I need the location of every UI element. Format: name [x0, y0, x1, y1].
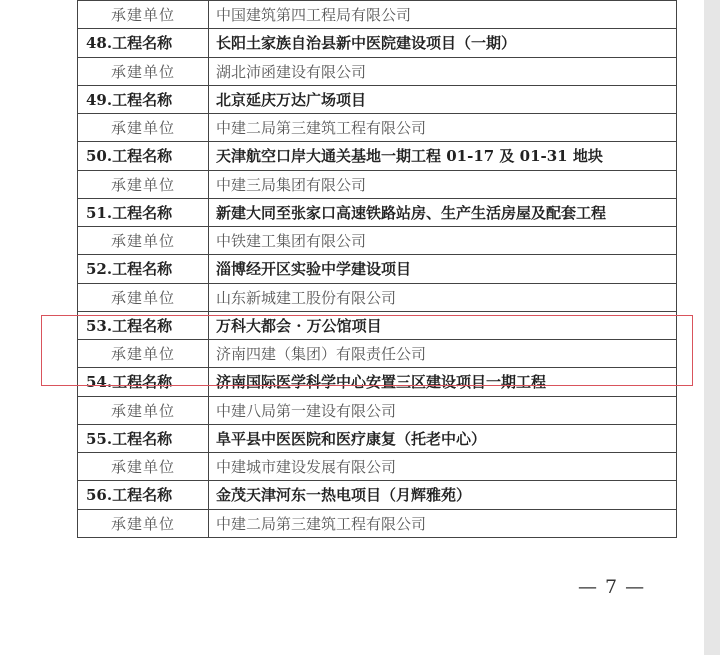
- row-label: 52.工程名称: [78, 255, 209, 283]
- row-value: 北京延庆万达广场项目: [209, 85, 677, 113]
- row-label: 承建单位: [78, 114, 209, 142]
- row-value: 淄博经开区实验中学建设项目: [209, 255, 677, 283]
- row-value: 湖北沛函建设有限公司: [209, 57, 677, 85]
- row-label: 54.工程名称: [78, 368, 209, 396]
- table-row: [78, 142, 677, 170]
- row-value: 中铁建工集团有限公司: [209, 227, 677, 255]
- table-row: [78, 198, 677, 226]
- row-value: 金茂天津河东一热电项目（月辉雅苑）: [209, 481, 677, 509]
- row-label: 50.工程名称: [78, 142, 209, 170]
- row-value: 中建城市建设发展有限公司: [209, 453, 677, 481]
- row-label: 51.工程名称: [78, 198, 209, 226]
- row-label: 承建单位: [78, 57, 209, 85]
- row-label: 49.工程名称: [78, 85, 209, 113]
- row-label: 53.工程名称: [78, 311, 209, 339]
- row-value: 中国建筑第四工程局有限公司: [209, 1, 677, 29]
- row-label: 48.工程名称: [78, 29, 209, 57]
- row-value: 中建二局第三建筑工程有限公司: [209, 114, 677, 142]
- table-row: [78, 227, 677, 255]
- table-row: [78, 170, 677, 198]
- row-label: 承建单位: [78, 227, 209, 255]
- page-number: — 7 —: [578, 576, 646, 598]
- row-value: 长阳土家族自治县新中医院建设项目（一期）: [209, 29, 677, 57]
- row-value: 山东新城建工股份有限公司: [209, 283, 677, 311]
- row-value: 天津航空口岸大通关基地一期工程 01-17 及 01-31 地块: [209, 142, 677, 170]
- table-row: [78, 29, 677, 57]
- row-value: 中建三局集团有限公司: [209, 170, 677, 198]
- row-value: 济南四建（集团）有限责任公司: [209, 340, 677, 368]
- table-row: [78, 255, 677, 283]
- row-label: 承建单位: [78, 453, 209, 481]
- table-row: [78, 396, 677, 424]
- row-label: 承建单位: [78, 283, 209, 311]
- table-row: [78, 85, 677, 113]
- table-row: [78, 283, 677, 311]
- row-value: 济南国际医学科学中心安置三区建设项目一期工程: [209, 368, 677, 396]
- row-label: 55.工程名称: [78, 424, 209, 452]
- project-list-table: [77, 0, 677, 538]
- highlight-box: [41, 315, 693, 386]
- row-label: 承建单位: [78, 170, 209, 198]
- table-row: [78, 453, 677, 481]
- row-value: 中建八局第一建设有限公司: [209, 396, 677, 424]
- table-row: [78, 1, 677, 29]
- table-row: [78, 509, 677, 537]
- page-edge-shadow: [704, 0, 720, 655]
- row-value: 中建二局第三建筑工程有限公司: [209, 509, 677, 537]
- row-label: 承建单位: [78, 396, 209, 424]
- row-label: 56.工程名称: [78, 481, 209, 509]
- row-value: 万科大都会 · 万公馆项目: [209, 311, 677, 339]
- row-label: 承建单位: [78, 1, 209, 29]
- row-label: 承建单位: [78, 509, 209, 537]
- table-row: [78, 114, 677, 142]
- row-label: 承建单位: [78, 340, 209, 368]
- table-row: [78, 424, 677, 452]
- table-row: [78, 57, 677, 85]
- table-row: [78, 481, 677, 509]
- row-value: 阜平县中医医院和医疗康复（托老中心）: [209, 424, 677, 452]
- row-value: 新建大同至张家口高速铁路站房、生产生活房屋及配套工程: [209, 198, 677, 226]
